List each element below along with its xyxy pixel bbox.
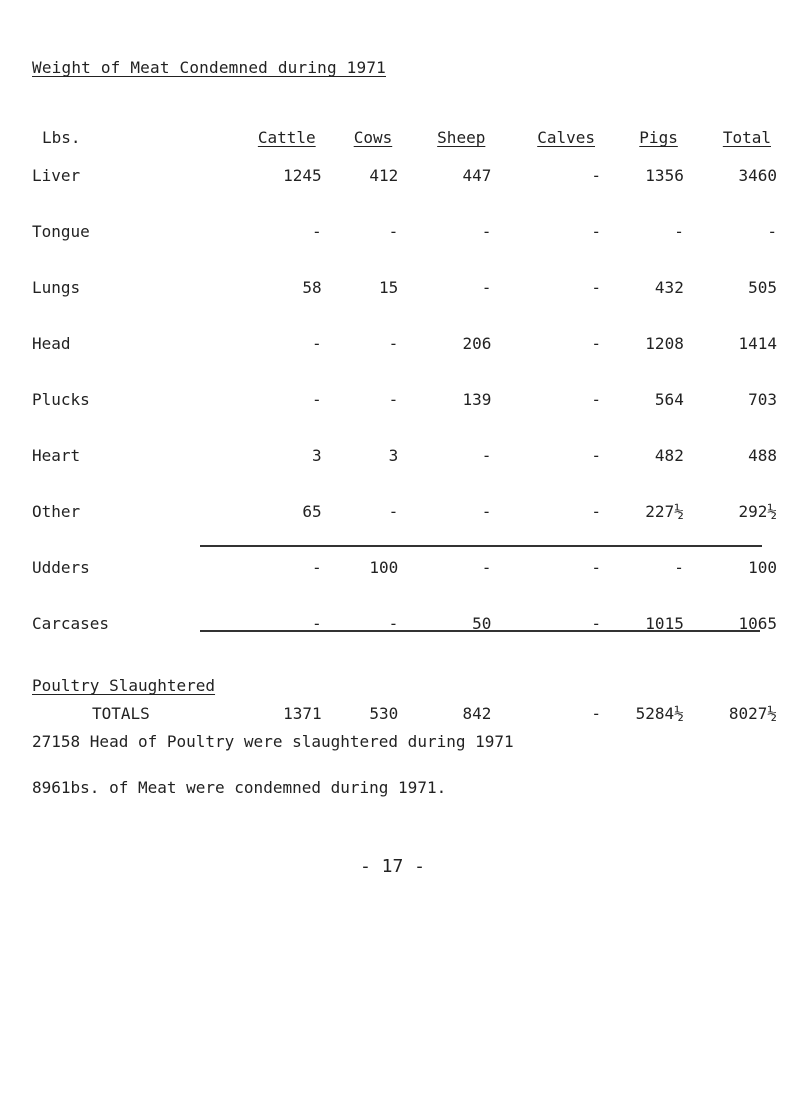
page-number: - 17 - xyxy=(360,856,426,877)
table-cell: 65 xyxy=(302,502,322,521)
table-cell: 505 xyxy=(748,278,777,297)
table-cell: 447 xyxy=(462,166,492,185)
column-header-cattle: Cattle xyxy=(257,128,316,147)
table-cell: 1414 xyxy=(738,334,777,353)
column-header-lbs: Lbs. xyxy=(42,128,81,147)
table-cell: 1245 xyxy=(283,166,322,185)
table-cell: - xyxy=(591,278,602,297)
column-header-cows: Cows xyxy=(353,128,393,147)
totals-rule-bottom xyxy=(200,630,760,632)
table-cell: - xyxy=(312,614,322,633)
table-cell: - xyxy=(388,334,399,353)
table-cell: - xyxy=(591,558,602,577)
table-cell: - xyxy=(388,502,399,521)
table-cell: - xyxy=(312,390,322,409)
table-cell: 5284½ xyxy=(635,703,684,723)
row-label: Carcases xyxy=(32,614,110,633)
table-row xyxy=(32,446,777,502)
table-cell: - xyxy=(312,222,322,241)
table-cell: 564 xyxy=(654,390,684,409)
table-cell: - xyxy=(388,614,399,633)
row-label: TOTALS xyxy=(92,703,150,723)
poultry-section-title: Poultry Slaughtered xyxy=(32,676,216,695)
table-cell: 58 xyxy=(302,278,322,297)
table-row xyxy=(32,222,777,278)
table-cell: 50 xyxy=(472,614,492,633)
table-row xyxy=(32,390,777,446)
table-row xyxy=(32,334,777,390)
table-cell: 227½ xyxy=(645,502,684,521)
table-cell: - xyxy=(591,390,602,409)
table-cell: 1356 xyxy=(645,166,684,185)
table-cell: - xyxy=(481,278,492,297)
table-cell: - xyxy=(591,166,602,185)
table-cell: - xyxy=(388,390,399,409)
table-cell: 432 xyxy=(654,278,684,297)
table-cell: 3460 xyxy=(738,166,777,185)
table-cell: - xyxy=(312,334,322,353)
row-label: Plucks xyxy=(32,390,90,409)
row-label: Other xyxy=(32,502,81,521)
table-cell: 412 xyxy=(369,166,399,185)
poultry-condemned-line: 8961bs. of Meat were condemned during 1971. xyxy=(32,778,447,797)
table-cell: - xyxy=(767,222,777,241)
poultry-slaughtered-line: 27158 Head of Poultry were slaughtered during 1971 xyxy=(32,732,514,751)
table-cell: 100 xyxy=(748,558,777,577)
row-label: Head xyxy=(32,334,71,353)
table-cell: - xyxy=(591,703,602,723)
table-cell: 292½ xyxy=(738,502,777,521)
table-cell: 1208 xyxy=(645,334,684,353)
table-cell: 139 xyxy=(462,390,492,409)
table-cell: - xyxy=(481,502,492,521)
row-label: Udders xyxy=(32,558,90,577)
table-cell: - xyxy=(481,558,492,577)
totals-rule-top xyxy=(200,545,762,547)
table-cell: - xyxy=(674,558,684,577)
totals-row xyxy=(32,688,777,738)
table-cell: 482 xyxy=(654,446,684,465)
table-cell: - xyxy=(591,334,602,353)
column-header-total: Total xyxy=(722,128,771,147)
table-cell: - xyxy=(591,614,602,633)
column-header-calves: Calves xyxy=(537,128,596,147)
table-cell: 842 xyxy=(462,703,492,723)
table-cell: 3 xyxy=(312,446,322,465)
table-row xyxy=(32,558,777,614)
row-label: Liver xyxy=(32,166,81,185)
table-cell: 530 xyxy=(369,703,399,723)
page-title: Weight of Meat Condemned during 1971 xyxy=(32,58,386,77)
table-cell: - xyxy=(591,502,602,521)
table-cell: 206 xyxy=(462,334,492,353)
table-cell: - xyxy=(388,222,399,241)
table-row xyxy=(32,166,777,222)
table-cell: 8027½ xyxy=(728,703,777,723)
table-cell: 1065 xyxy=(738,614,777,633)
table-cell: 703 xyxy=(748,390,777,409)
table-cell: 3 xyxy=(388,446,399,465)
table-cell: - xyxy=(674,222,684,241)
table-row xyxy=(32,614,777,670)
table-header-row xyxy=(32,128,777,166)
table-cell: 1371 xyxy=(283,703,322,723)
row-label: Lungs xyxy=(32,278,81,297)
table-cell: - xyxy=(591,446,602,465)
column-header-pigs: Pigs xyxy=(639,128,678,147)
meat-condemned-table xyxy=(32,128,777,738)
table-cell: - xyxy=(481,222,492,241)
row-label: Tongue xyxy=(32,222,90,241)
table-cell: - xyxy=(312,558,322,577)
table-cell: - xyxy=(481,446,492,465)
table-cell: - xyxy=(591,222,602,241)
table-row xyxy=(32,502,777,558)
table-cell: 100 xyxy=(369,558,399,577)
table-row xyxy=(32,278,777,334)
column-header-sheep: Sheep xyxy=(437,128,486,147)
table-cell: 488 xyxy=(748,446,777,465)
table-cell: 1015 xyxy=(645,614,684,633)
row-label: Heart xyxy=(32,446,81,465)
table-cell: 15 xyxy=(378,278,399,297)
